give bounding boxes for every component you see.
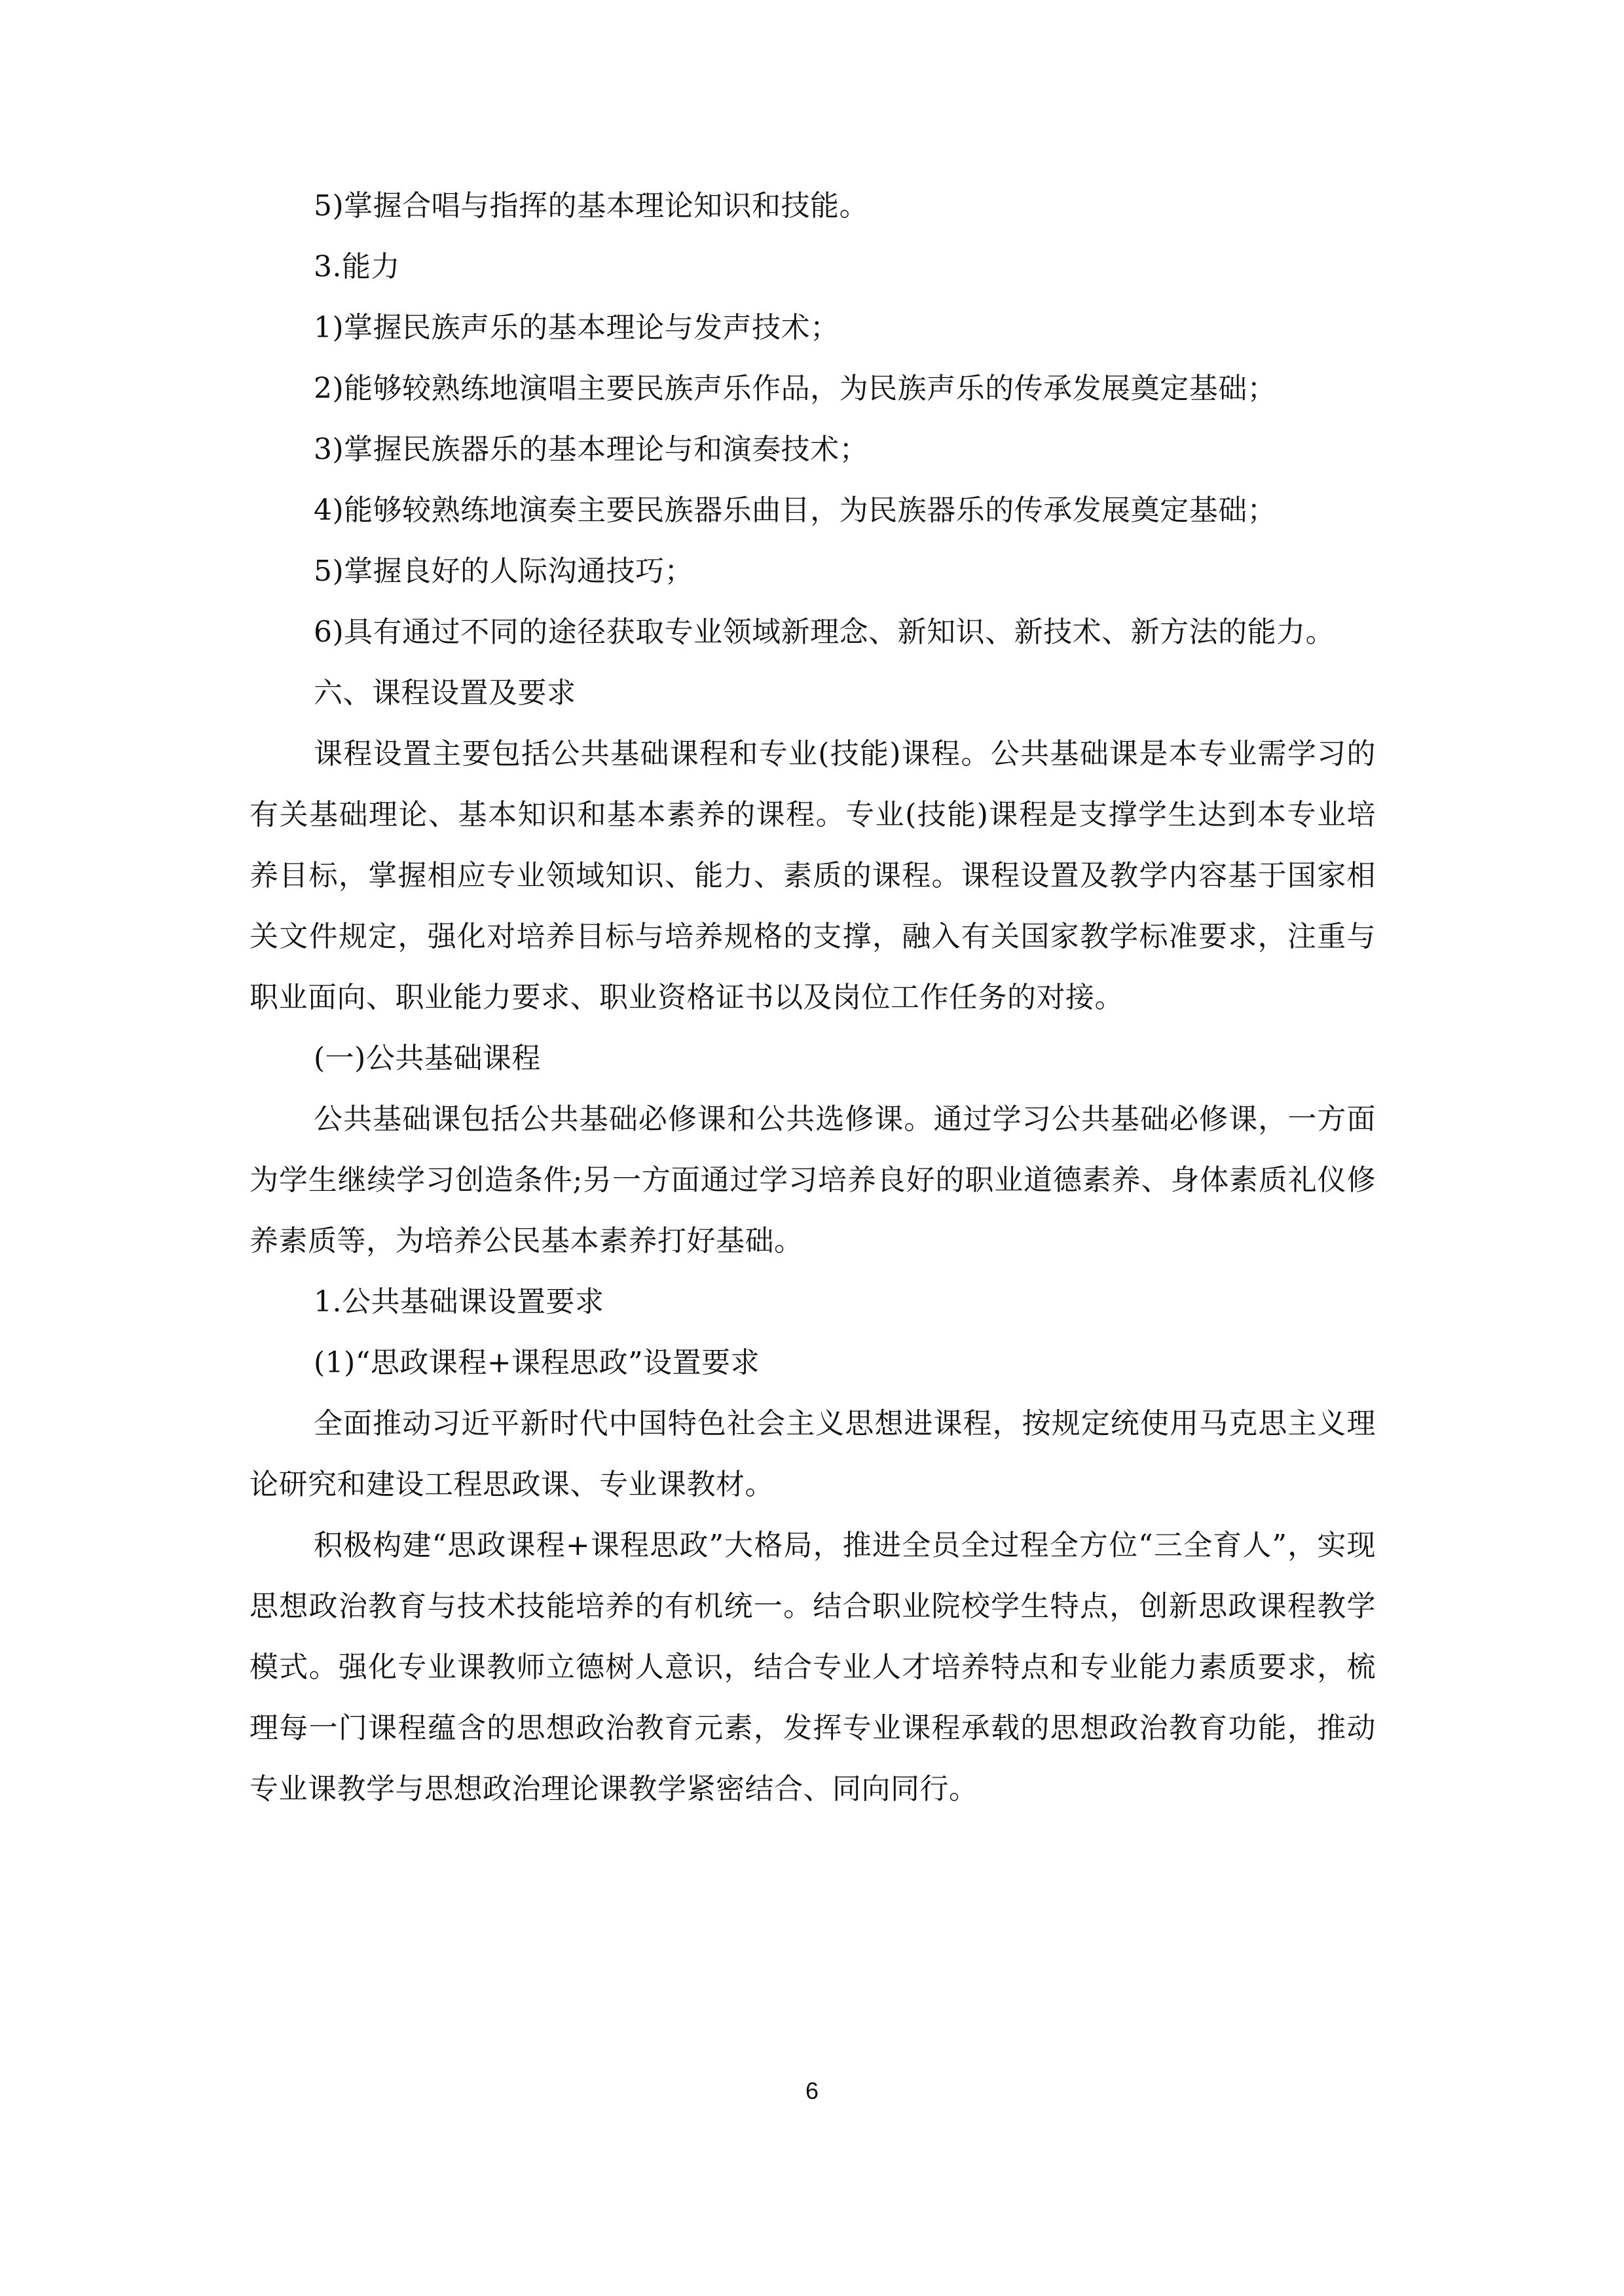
- subheading-public-requirements: 1.公共基础课设置要求: [314, 1285, 604, 1319]
- document-body: [249, 175, 1376, 1819]
- subheading-ideology-requirements: (1)“思政课程+课程思政”设置要求: [314, 1346, 760, 1379]
- paragraph-public-courses: 公共基础课包括公共基础必修课和公共选修课。通过学习公共基础必修课，一方面为学生继续学习创造条件;另一方面通过学习培养良好的职业道德素养、身体素质礼仪修养素质等，为培养公民基本素养打好基础。: [249, 1102, 1376, 1258]
- paragraph-ability-2: 2)能够较熟练地演唱主要民族声乐作品，为民族声乐的传承发展奠定基础；: [314, 372, 1277, 405]
- paragraph-ability-4: 4)能够较熟练地演奏主要民族器乐曲目，为民族器乐的传承发展奠定基础；: [314, 494, 1277, 527]
- heading-ability: 3.能力: [314, 250, 400, 283]
- paragraph-ability-3: 3)掌握民族器乐的基本理论与和演奏技术；: [314, 433, 869, 466]
- paragraph-course-setup: 课程设置主要包括公共基础课程和专业(技能)课程。公共基础课是本专业需学习的有关基础理论、基本知识和基本素养的课程。专业(技能)课程是支撑学生达到本专业培养目标，掌握相应专业领域知识、能力、素质的课程。课程设置及教学内容基于国家相关文件规定，强化对培养目标与培养规格的支撑，融入有关国家教学标准要求，注重与职业面向、职业能力要求、职业资格证书以及岗位工作任务的对接。: [249, 737, 1376, 1014]
- paragraph-ability-6: 6)具有通过不同的途径获取专业领域新理念、新知识、新技术、新方法的能力。: [314, 615, 1335, 649]
- paragraph-ability-5: 5)掌握良好的人际沟通技巧；: [314, 555, 694, 588]
- paragraph-item-5-choir: 5)掌握合唱与指挥的基本理论知识和技能。: [314, 189, 869, 223]
- paragraph-ideology-2: 积极构建“思政课程+课程思政”大格局，推进全员全过程全方位“三全育人”，实现思想政治教育与技术技能培养的有机统一。结合职业院校学生特点，创新思政课程教学模式。强化专业课教师立德树人意识，结合专业人才培养特点和专业能力素质要求，梳理每一门课程蕴含的思想政治教育元素，发挥专业课程承载的思想政治教育功能，推动专业课教学与思想政治理论课教学紧密结合、同向同行。: [249, 1529, 1376, 1806]
- subheading-public-courses: (一)公共基础课程: [314, 1042, 541, 1075]
- section-heading-courses: 六、课程设置及要求: [314, 676, 576, 710]
- page-number: 6: [805, 2077, 819, 2104]
- paragraph-ideology-1: 全面推动习近平新时代中国特色社会主义思想进课程，按规定统使用马克思主义理论研究和建设工程思政课、专业课教材。: [249, 1407, 1376, 1501]
- paragraph-ability-1: 1)掌握民族声乐的基本理论与发声技术；: [314, 311, 840, 344]
